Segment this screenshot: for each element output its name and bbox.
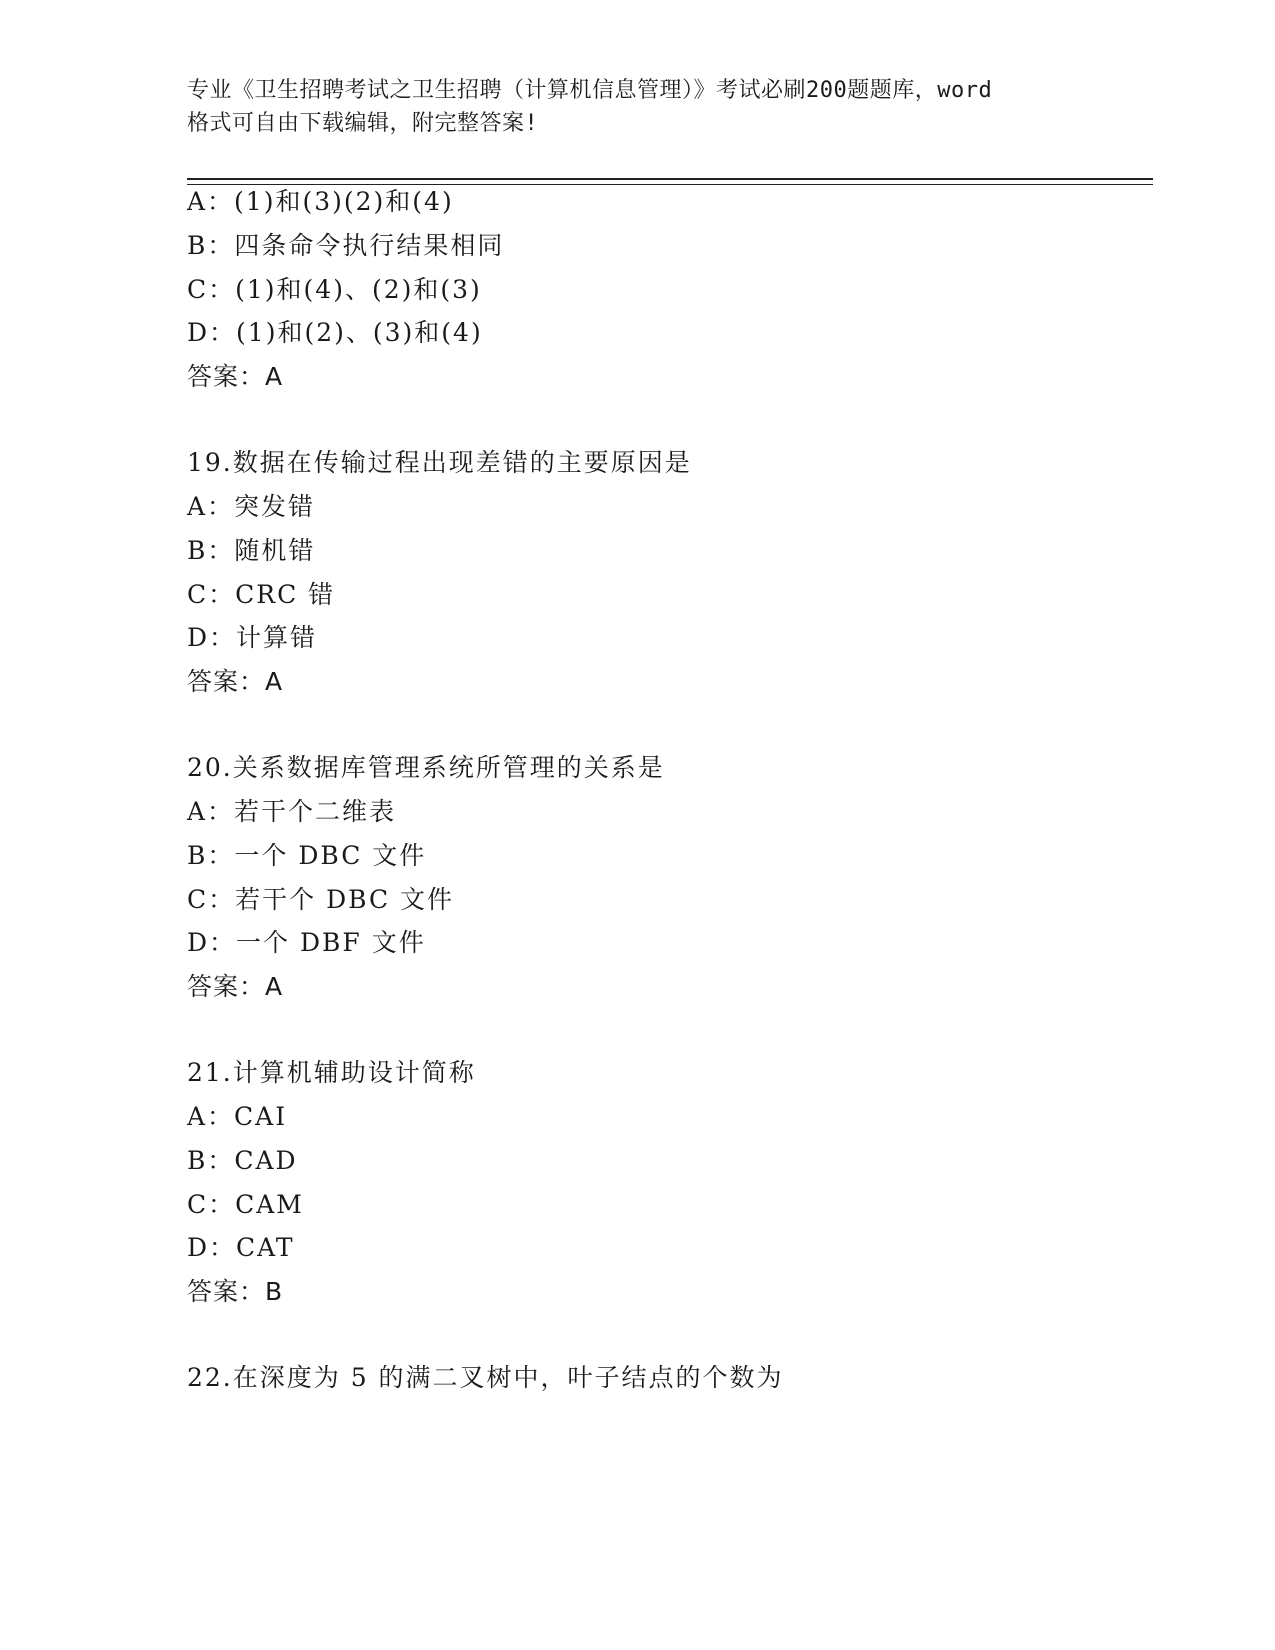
header-divider-thin	[187, 184, 1153, 185]
question-stem: 19.数据在传输过程出现差错的主要原因是	[187, 448, 692, 477]
option-c: C：(1)和(4)、(2)和(3)	[187, 275, 482, 304]
option-d: D：CAT	[187, 1233, 295, 1262]
document-header	[187, 74, 1087, 140]
option-a: A：若干个二维表	[187, 797, 397, 826]
header-line-1: 专业《卫生招聘考试之卫生招聘（计算机信息管理）》考试必刷200题题库，word	[187, 78, 993, 103]
answer: 答案：A	[187, 667, 284, 696]
option-d: D：(1)和(2)、(3)和(4)	[187, 318, 483, 347]
question-stem: 22.在深度为 5 的满二叉树中，叶子结点的个数为	[187, 1363, 784, 1392]
answer: 答案：B	[187, 1277, 284, 1306]
answer: 答案：A	[187, 972, 284, 1001]
option-d: D：计算错	[187, 623, 318, 652]
option-b: B：四条命令执行结果相同	[187, 231, 505, 260]
option-a: A：突发错	[187, 492, 316, 521]
option-c: C：若干个 DBC 文件	[187, 885, 455, 914]
question-stem: 21.计算机辅助设计简称	[187, 1058, 476, 1087]
option-b: B：CAD	[187, 1146, 298, 1175]
option-d: D：一个 DBF 文件	[187, 928, 426, 957]
option-a: A：CAI	[187, 1102, 288, 1131]
question-stem: 20.关系数据库管理系统所管理的关系是	[187, 753, 665, 782]
header-divider-thick	[187, 178, 1153, 180]
option-b: B：一个 DBC 文件	[187, 841, 427, 870]
header-line-2: 格式可自由下载编辑，附完整答案!	[187, 111, 539, 136]
option-a: A：(1)和(3)(2)和(4)	[187, 187, 454, 216]
answer: 答案：A	[187, 362, 284, 391]
option-c: C：CAM	[187, 1190, 304, 1219]
option-c: C：CRC 错	[187, 580, 336, 609]
option-b: B：随机错	[187, 536, 316, 565]
